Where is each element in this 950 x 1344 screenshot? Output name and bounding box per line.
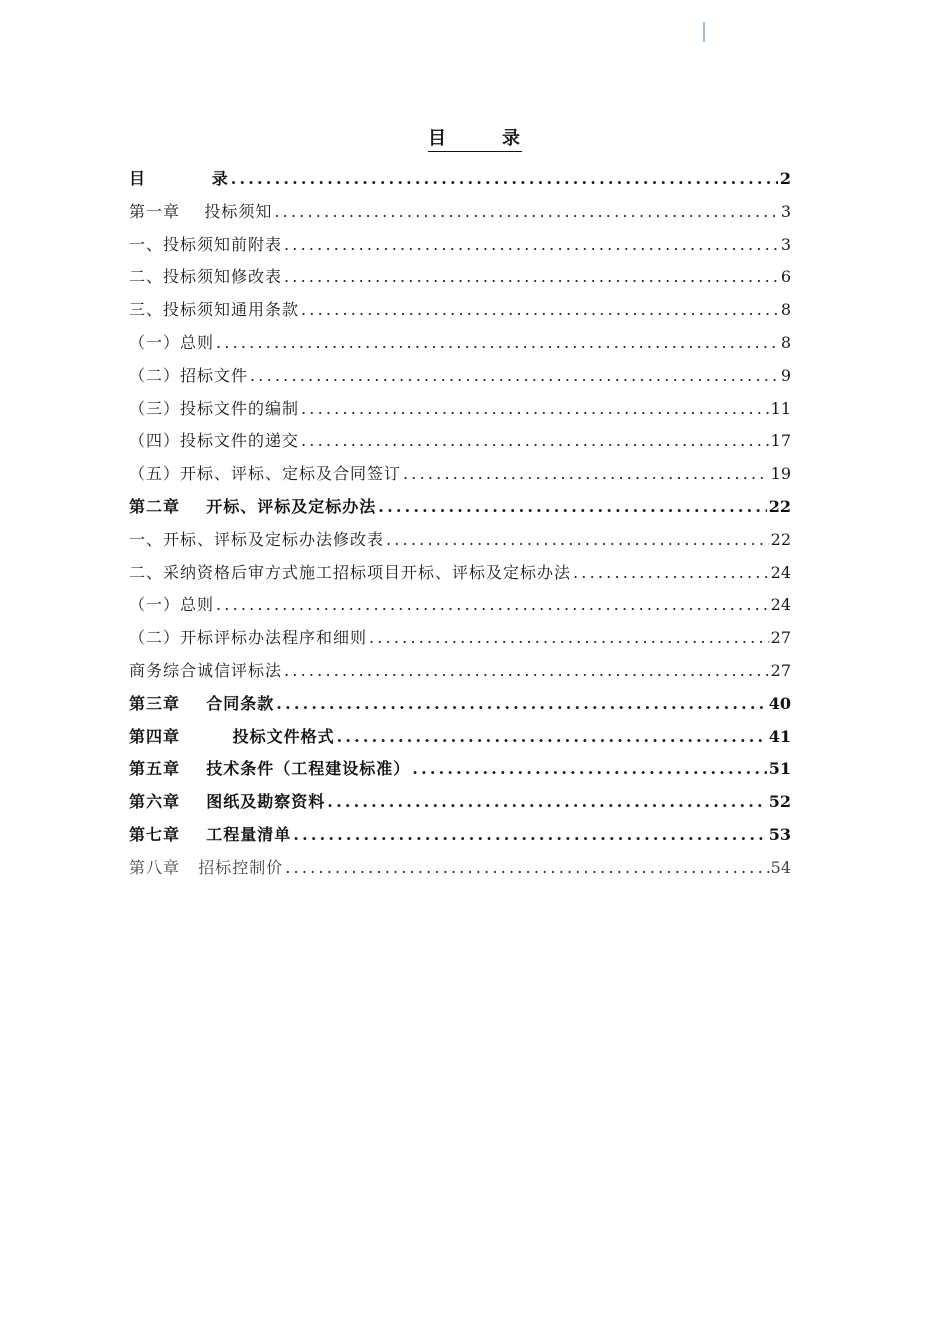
toc-list [129,163,791,885]
text-cursor [703,22,705,42]
toc-entry-label: 第八章 招标控制价 [129,857,284,877]
toc-dot-leader [250,360,779,393]
toc-entry[interactable] [129,458,791,491]
toc-entry-label: 二、投标须知修改表 [129,267,283,287]
toc-dot-leader [378,491,766,524]
toc-dot-leader [573,557,769,590]
toc-entry[interactable] [129,425,791,458]
toc-entry-page-number: 27 [770,660,791,680]
toc-entry-page-number: 24 [770,595,791,615]
toc-entry-page-number: 22 [770,529,791,549]
toc-entry-label: 第二章 开标、评标及定标办法 [129,496,377,516]
toc-entry[interactable] [129,196,791,229]
toc-entry[interactable] [129,622,791,655]
toc-entry[interactable] [129,688,791,721]
toc-dot-leader [284,655,769,688]
toc-title-left: 目 [428,128,448,149]
toc-entry[interactable] [129,327,791,360]
toc-entry[interactable] [129,557,791,590]
toc-entry-label: 三、投标须知通用条款 [129,300,300,320]
toc-entry-label: 一、投标须知前附表 [129,234,283,254]
toc-entry-label: 一、开标、评标及定标办法修改表 [129,529,385,549]
toc-dot-leader [216,589,769,622]
toc-entry-label: （二）开标评标办法程序和细则 [129,628,368,648]
toc-dot-leader [386,524,769,557]
toc-title [0,124,950,152]
toc-dot-leader [231,163,778,196]
toc-dot-leader [301,294,779,327]
toc-entry[interactable] [129,589,791,622]
toc-entry-page-number: 3 [780,201,791,221]
toc-dot-leader [216,327,779,360]
toc-entry[interactable] [129,753,791,786]
toc-dot-leader [284,261,779,294]
toc-entry-label: 第六章 图纸及勘察资料 [129,792,326,812]
toc-title-text [428,124,522,152]
toc-entry-page-number: 51 [768,759,791,779]
toc-entry-label: （一）总则 [129,332,215,352]
toc-entry[interactable] [129,786,791,819]
toc-entry-page-number: 9 [780,365,791,385]
toc-entry[interactable] [129,524,791,557]
toc-entry-label: （二）招标文件 [129,365,249,385]
toc-entry[interactable] [129,655,791,688]
toc-dot-leader [301,425,769,458]
toc-entry-page-number: 54 [770,857,791,877]
toc-entry[interactable] [129,852,791,885]
toc-entry-label: 目 录 [129,169,229,188]
toc-dot-leader [274,196,778,229]
toc-entry-page-number: 24 [770,562,791,582]
toc-entry[interactable] [129,294,791,327]
toc-entry-label: （一）总则 [129,595,215,615]
toc-entry-page-number: 8 [780,300,791,320]
toc-entry-label: 二、采纳资格后审方式施工招标项目开标、评标及定标办法 [129,562,572,582]
toc-entry-page-number: 41 [768,726,791,746]
toc-entry-page-number: 19 [770,464,791,484]
toc-dot-leader [337,721,767,754]
toc-entry-page-number: 6 [780,267,791,287]
toc-entry[interactable] [129,229,791,262]
toc-entry-label: 第三章 合同条款 [129,693,275,713]
toc-title-right: 录 [502,128,522,149]
toc-entry-label: （三）投标文件的编制 [129,398,300,418]
toc-entry-page-number: 27 [770,628,791,648]
toc-entry-label: 第七章 工程量清单 [129,824,292,844]
toc-dot-leader [403,458,769,491]
toc-entry[interactable] [129,393,791,426]
toc-entry-label: 第五章 技术条件（工程建设标准） [129,759,411,779]
toc-dot-leader [412,753,766,786]
toc-entry-page-number: 8 [780,332,791,352]
toc-entry[interactable] [129,261,791,294]
toc-entry-label: 第一章 投标须知 [129,201,273,221]
toc-entry-label: 第四章 投标文件格式 [129,726,335,746]
toc-dot-leader [276,688,766,721]
toc-entry-page-number: 52 [768,792,791,812]
toc-entry[interactable] [129,360,791,393]
toc-dot-leader [301,393,769,426]
toc-entry-page-number: 17 [770,431,791,451]
toc-entry[interactable] [129,491,791,524]
toc-entry-page-number: 22 [768,496,791,516]
toc-entry[interactable] [129,163,791,196]
toc-entry[interactable] [129,819,791,852]
toc-entry-page-number: 11 [770,398,791,418]
toc-entry-page-number: 53 [768,824,791,844]
toc-dot-leader [284,229,779,262]
toc-dot-leader [285,852,768,885]
toc-dot-leader [293,819,766,852]
toc-entry-label: （五）开标、评标、定标及合同签订 [129,464,402,484]
toc-entry-label: 商务综合诚信评标法 [129,660,283,680]
toc-entry-label: （四）投标文件的递交 [129,431,300,451]
toc-entry-page-number: 40 [768,693,791,713]
toc-entry-page-number: 2 [779,169,791,188]
toc-dot-leader [369,622,769,655]
toc-dot-leader [327,786,766,819]
toc-entry-page-number: 3 [780,234,791,254]
toc-entry[interactable] [129,721,791,754]
